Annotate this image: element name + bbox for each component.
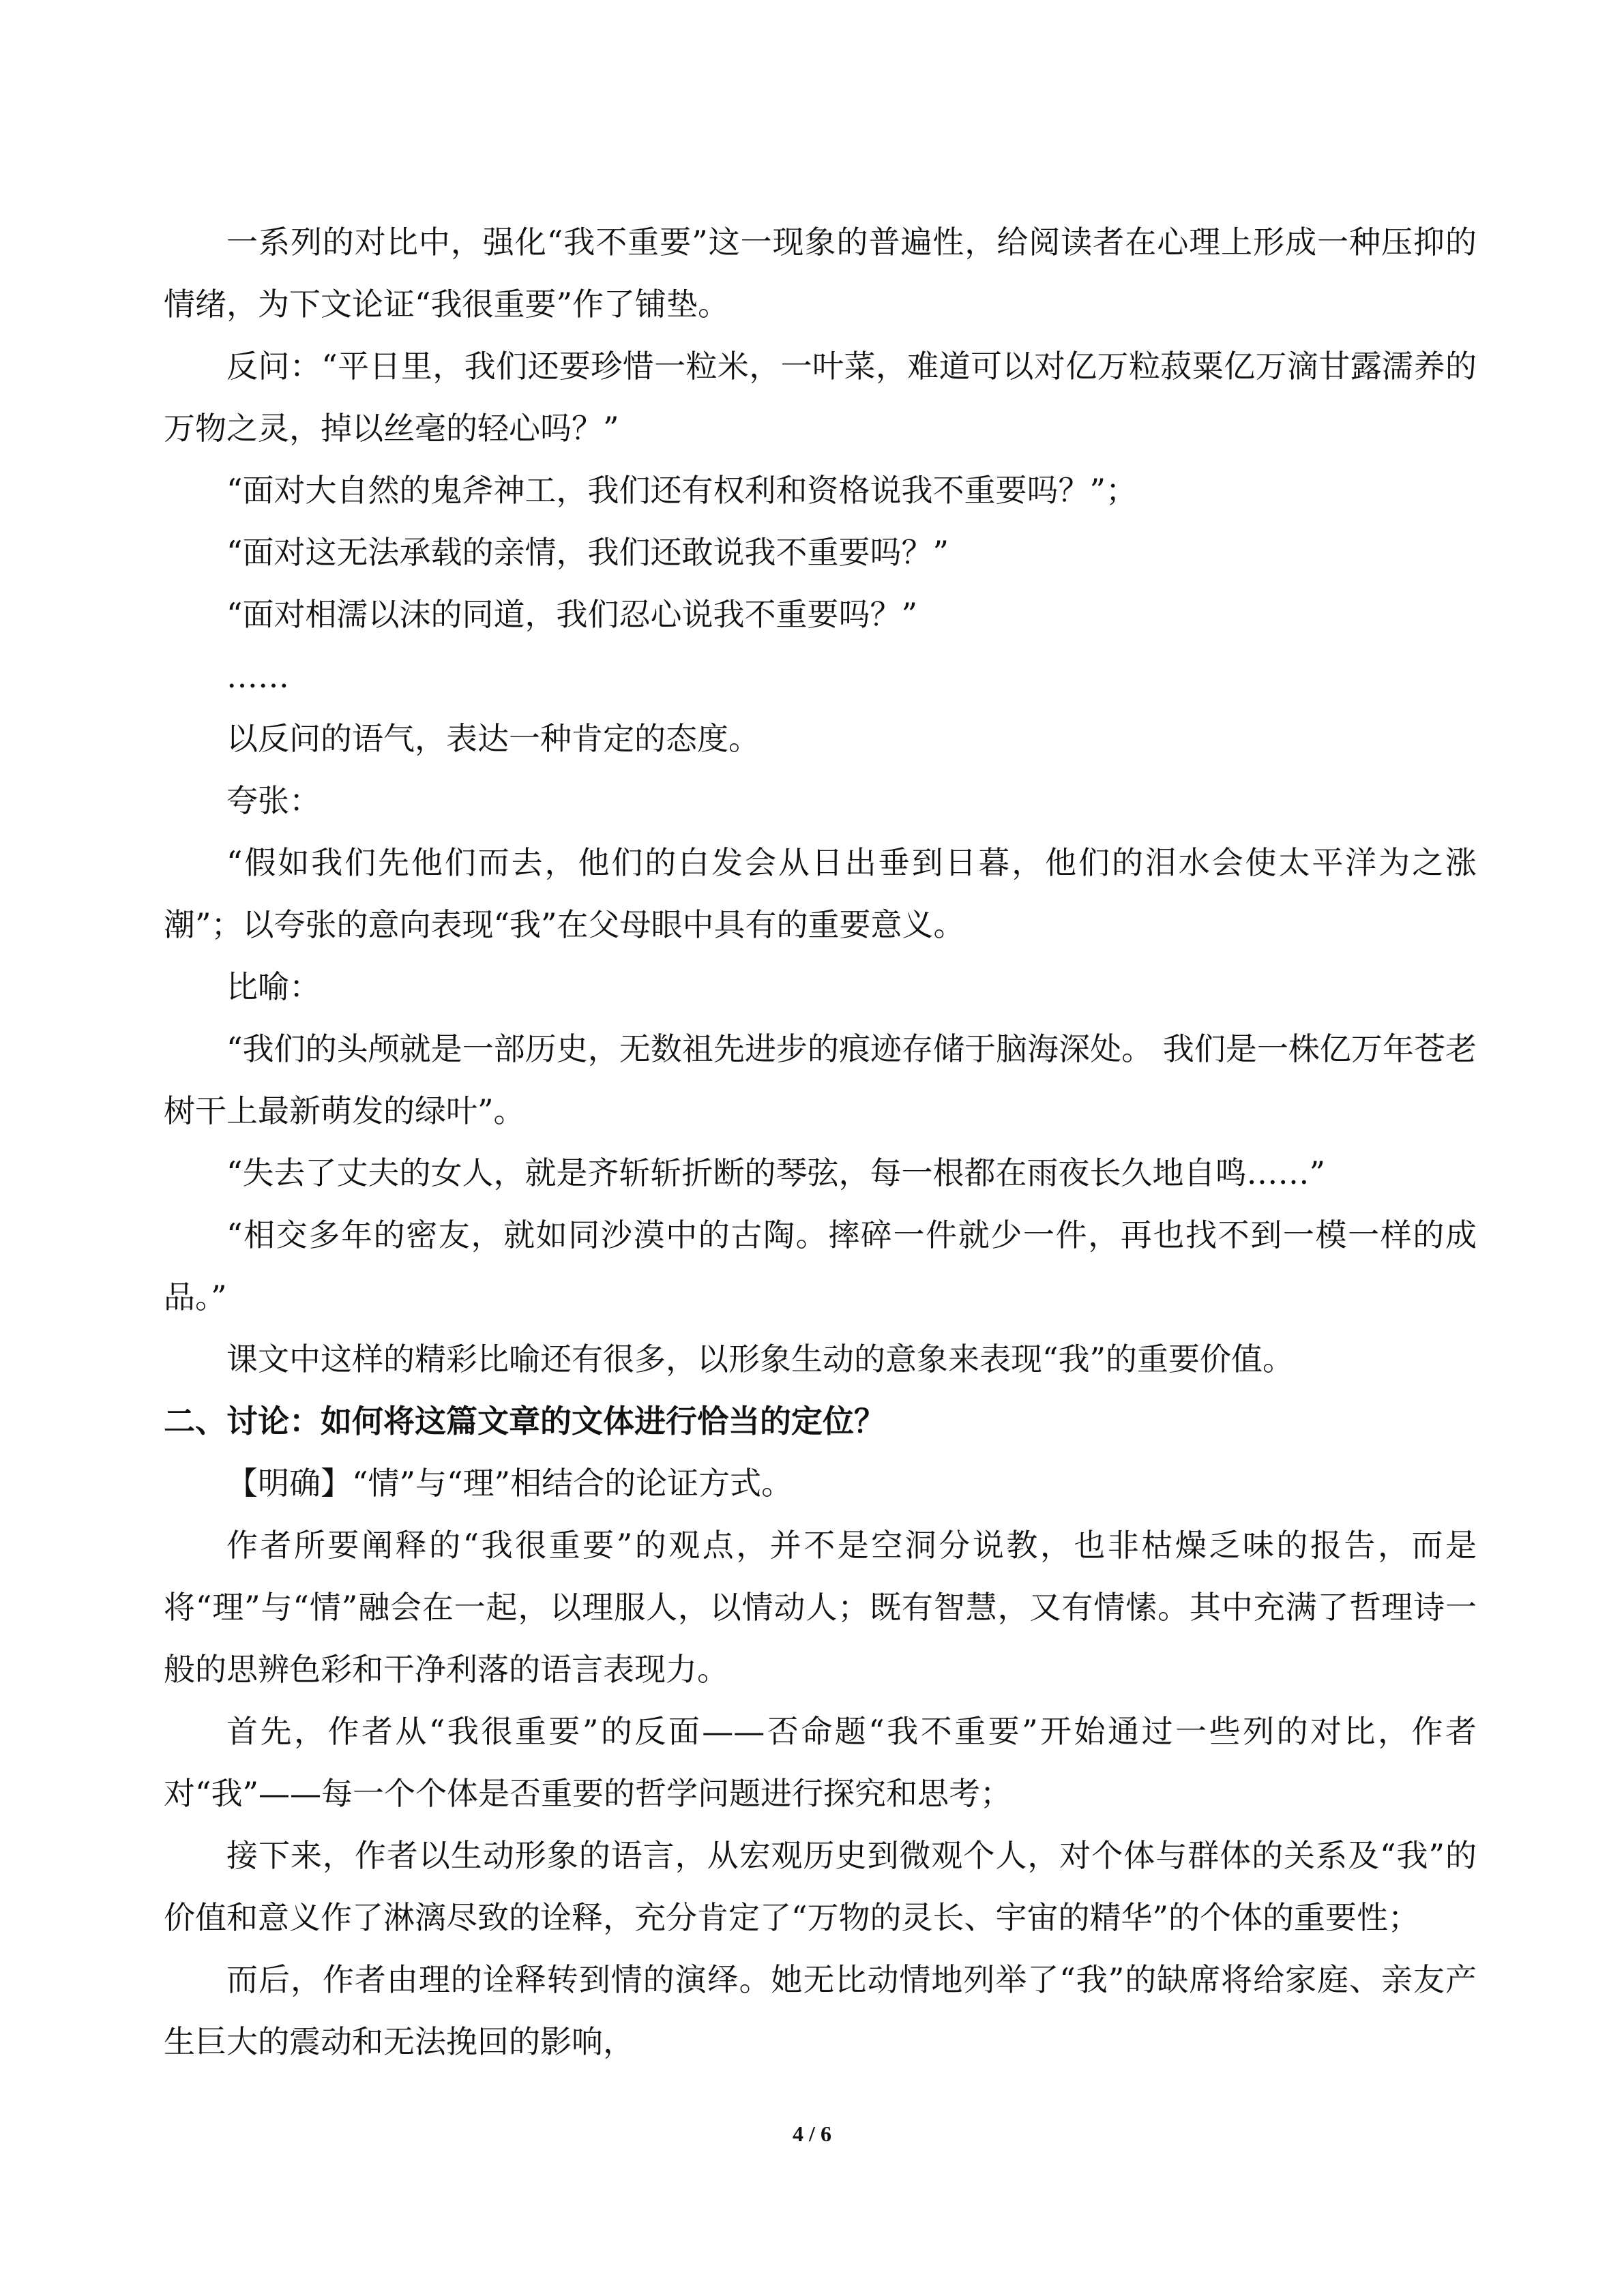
paragraph-rhetorical-question: 反问：“平日里，我们还要珍惜一粒米，一叶菜，难道可以对亿万粒菽粟亿万滴甘露濡养的万物之灵，掉以丝毫的轻心吗？”	[164, 348, 1477, 447]
quote-widow: “失去了丈夫的女人，就是齐斩斩折断的琴弦，每一根都在雨夜长久地自鸣……”	[226, 1154, 1326, 1191]
quote-nature: “面对大自然的鬼斧神工，我们还有权利和资格说我不重要吗？”；	[226, 472, 1138, 509]
paragraph-first: 首先，作者从“我很重要”的反面——否命题“我不重要”开始通过一些列的对比，作者对“我”——每一个个体是否重要的哲学问题进行探究和思考；	[164, 1713, 1477, 1812]
quote-family: “面对这无法承载的亲情，我们还敢说我不重要吗？”	[226, 534, 949, 571]
paragraph-next: 接下来，作者以生动形象的语言，从宏观历史到微观个人，对个体与群体的关系及“我”的价值和意义作了淋漓尽致的诠释，充分肯定了“万物的灵长、宇宙的精华”的个体的重要性；	[164, 1837, 1477, 1936]
paragraph-answer: 【明确】“情”与“理”相结合的论证方式。	[226, 1465, 793, 1502]
label-metaphor: 比喻：	[226, 968, 321, 1005]
paragraph-metaphor-summary: 课文中这样的精彩比喻还有很多，以形象生动的意象来表现“我”的重要价值。	[226, 1341, 1295, 1377]
paragraph-then: 而后，作者由理的诠释转到情的演绎。她无比动情地列举了“我”的缺席将给家庭、亲友产生巨大的震动和无法挽回的影响，	[164, 1961, 1477, 2060]
paragraph-contrast-summary: 一系列的对比中，强化“我不重要”这一现象的普遍性，给阅读者在心理上形成一种压抑的情绪，为下文论证“我很重要”作了铺垫。	[164, 224, 1477, 323]
quote-companions: “面对相濡以沫的同道，我们忍心说我不重要吗？”	[226, 596, 918, 633]
page-number: 4 / 6	[793, 2121, 831, 2146]
quote-history: “我们的头颅就是一部历史，无数祖先进步的痕迹存储于脑海深处。 我们是一株亿万年苍老树干上最新萌发的绿叶”。	[164, 1030, 1477, 1129]
ellipsis: ……	[226, 658, 289, 695]
paragraph-argument: 作者所要阐释的“我很重要”的观点，并不是空洞分说教，也非枯燥乏味的报告，而是将“理”与“情”融会在一起，以理服人，以情动人；既有智慧，又有情愫。其中充满了哲理诗一般的思辨色彩和干净利落的语言表现力。	[164, 1527, 1477, 1688]
label-hyperbole: 夸张：	[226, 782, 321, 819]
paragraph-rhetorical-summary: 以反问的语气，表达一种肯定的态度。	[226, 720, 760, 757]
quote-friend: “相交多年的密友，就如同沙漠中的古陶。摔碎一件就少一件，再也找不到一模一样的成品。”	[164, 1217, 1477, 1315]
document-body	[164, 211, 1477, 2073]
paragraph-hyperbole: “假如我们先他们而去，他们的白发会从日出垂到日暮，他们的泪水会使太平洋为之涨潮”；以夸张的意向表现“我”在父母眼中具有的重要意义。	[164, 844, 1477, 943]
section-heading-discussion: 二、讨论：如何将这篇文章的文体进行恰当的定位？	[164, 1403, 885, 1440]
